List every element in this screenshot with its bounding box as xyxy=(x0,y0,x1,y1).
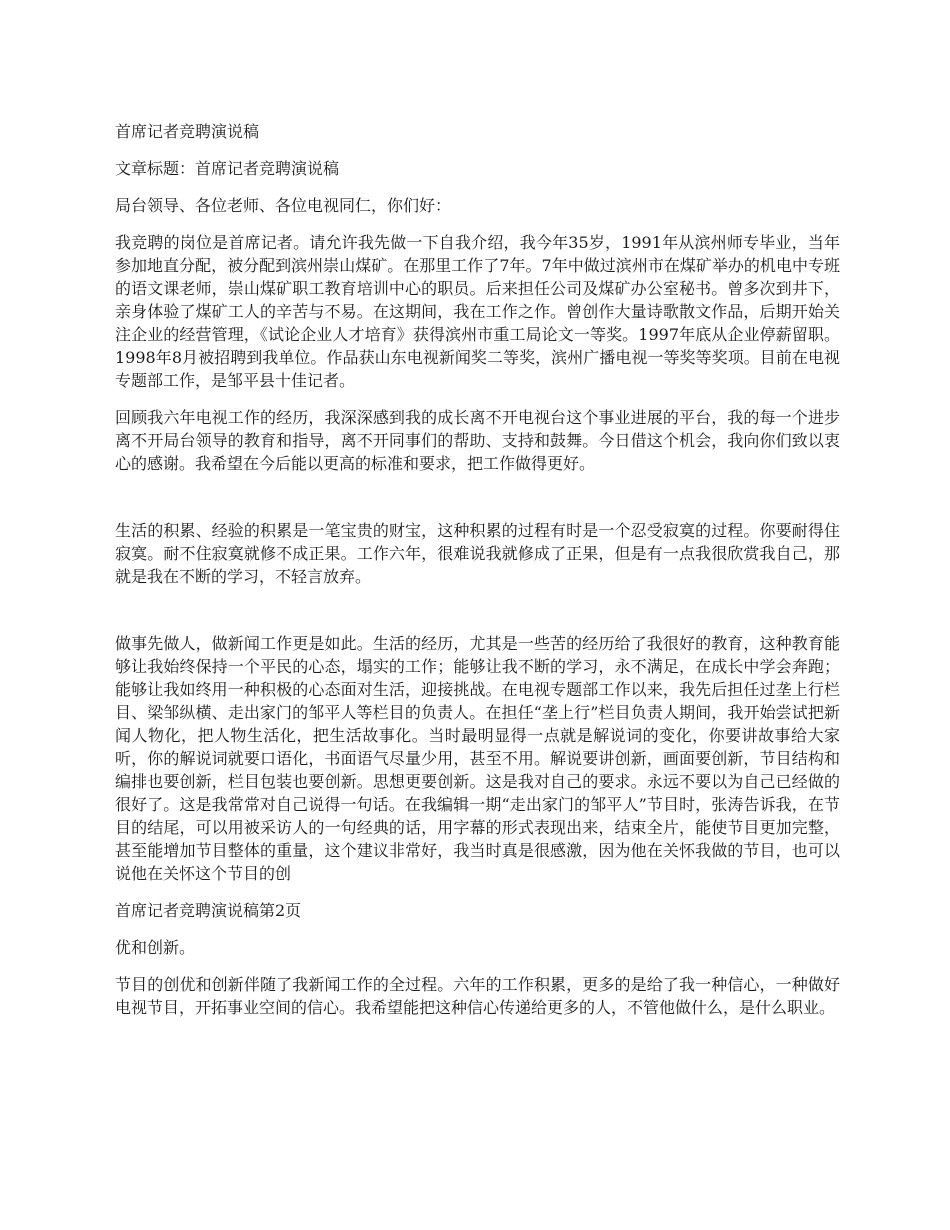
article-title: 文章标题：首席记者竞聘演说稿 xyxy=(115,159,340,178)
paragraph-closing: 节目的创优和创新伴随了我新闻工作的全过程。六年的工作积累，更多的是给了我一种信心，一种做好电视节目，开拓事业空间的信心。我希望能把这种信心传递给更多的人，不管他做什么，是什么职业。 xyxy=(115,975,840,1017)
greeting: 局台领导、各位老师、各位电视同仁，你们好： xyxy=(115,196,452,215)
spacer xyxy=(115,489,840,519)
doc-heading: 首席记者竞聘演说稿 xyxy=(115,122,260,141)
paragraph-review: 回顾我六年电视工作的经历，我深深感到我的成长离不开电视台这个事业进展的平台，我的每一个进步离不开局台领导的教育和指导，离不开同事们的帮助、支持和鼓舞。今日借这个机会，我向你们致以衷心的感谢。我希望在今后能以更高的标准和要求，把工作做得更好。 xyxy=(115,408,840,473)
paragraph-accumulation: 生活的积累、经验的积累是一笔宝贵的财宝，这种积累的过程有时是一个忍受寂寞的过程。你要耐得住寂寞。耐不住寂寞就修不成正果。工作六年，很难说我就修成了正果，但是有一点我很欣赏我自己，那就是我在不断的学习，不轻言放弃。 xyxy=(115,521,840,586)
paragraph-continued: 优和创新。 xyxy=(115,938,196,957)
spacer xyxy=(115,602,840,632)
paragraph-intro: 我竞聘的岗位是首席记者。请允许我先做一下自我介绍，我今年35岁，1991年从滨州师专毕业，当年参加地直分配，被分配到滨州崇山煤矿。在那里工作了7年。7年中做过滨州市在煤矿举办的机电中专班的语文课老师，崇山煤矿职工教育培训中心的职员。后来担任公司及煤矿办公室秘书。曾多次到井下，亲身体验了煤矿工人的辛苦与不易。在这期间，我在工作之作。曾创作大量诗歌散文作品，后期开始关注企业的经营管理，《试论企业人才培育》获得滨州市重工局论文一等奖。1997年底从企业停薪留职。1998年8月被招聘到我单位。作品获山东电视新闻奖二等奖，滨州广播电视一等奖等奖项。目前在电视专题部工作，是邹平县十佳记者。 xyxy=(115,233,840,390)
page2-heading: 首席记者竞聘演说稿第2页 xyxy=(115,901,302,920)
paragraph-work: 做事先做人，做新闻工作更是如此。生活的经历，尤其是一些苦的经历给了我很好的教育，这种教育能够让我始终保持一个平民的心态，塌实的工作；能够让我不断的学习，永不满足，在成长中学会奔跑；能够让我如终用一种积极的心态面对生活，迎接挑战。在电视专题部工作以来，我先后担任过垄上行栏目、梁邹纵横、走出家门的邹平人等栏目的负责人。在担任“垄上行”栏目负责人期间，我开始尝试把新闻人物化，把人物生活化，把生活故事化。当时最明显得一点就是解说词的变化，你要讲故事给大家听，你的解说词就要口语化，书面语气尽量少用，甚至不用。解说要讲创新，画面要创新，节目结构和编排也要创新，栏目包装也要创新。思想更要创新。这是我对自己的要求。永远不要以为自己已经做的很好了。这是我常常对自己说得一句话。在我编辑一期“走出家门的邹平人”节目时，张涛告诉我，在节目的结尾，可以用被采访人的一句经典的话，用字幕的形式表现出来，结束全片，能使节目更加完整，甚至能增加节目整体的重量，这个建议非常好，我当时真是很感激，因为他在关怀我做的节目，也可以说他在关怀这个节目的创 xyxy=(115,634,840,883)
document-page xyxy=(115,120,840,1033)
